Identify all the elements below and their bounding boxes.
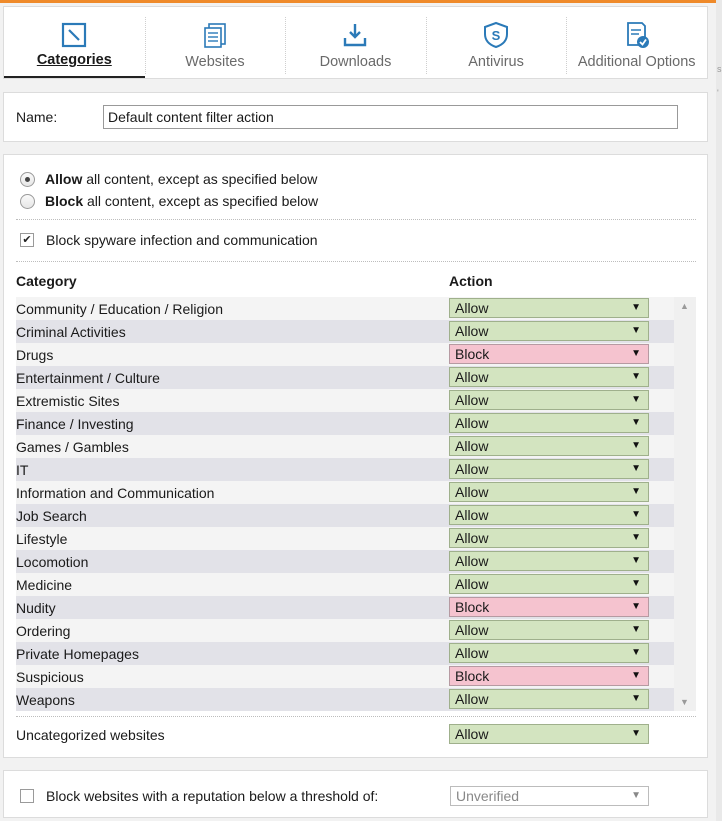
select-value: Allow: [455, 645, 489, 661]
uncategorized-action-select[interactable]: [449, 724, 649, 744]
tab-label: Downloads: [319, 54, 392, 70]
category-name: Medicine: [16, 576, 73, 593]
category-name: Weapons: [16, 691, 75, 708]
action-select[interactable]: [449, 620, 649, 640]
action-select[interactable]: [449, 344, 649, 364]
block-rest: all content, except as specified below: [83, 193, 319, 209]
dropdown-arrow-icon: ▼: [631, 325, 641, 336]
dropdown-arrow-icon: ▼: [631, 693, 641, 704]
dropdown-arrow-icon: ▼: [631, 670, 641, 681]
tab-bar: [3, 6, 708, 79]
action-select[interactable]: [449, 574, 649, 594]
tab-label: Antivirus: [468, 54, 524, 70]
action-select[interactable]: [449, 689, 649, 709]
additional-options-icon: [623, 21, 651, 49]
select-value: Allow: [455, 461, 489, 477]
select-value: Block: [455, 346, 490, 362]
svg-text:S: S: [491, 28, 501, 43]
category-name: Criminal Activities: [16, 323, 126, 340]
table-row: [16, 297, 674, 320]
spyware-checkbox[interactable]: ✔: [20, 233, 34, 247]
select-value: Allow: [455, 726, 489, 742]
action-select[interactable]: [449, 482, 649, 502]
tab-label: Additional Options: [577, 54, 696, 70]
category-name: Private Homepages: [16, 645, 139, 662]
table-row: [16, 619, 674, 642]
action-select[interactable]: [449, 298, 649, 318]
dropdown-arrow-icon: ▼: [631, 463, 641, 474]
uncategorized-label: Uncategorized websites: [16, 727, 165, 743]
category-name: Suspicious: [16, 668, 84, 685]
allow-all-label: [45, 171, 317, 187]
category-name: Lifestyle: [16, 530, 68, 547]
dropdown-arrow-icon: ▼: [631, 348, 641, 359]
select-value: Allow: [455, 415, 489, 431]
category-name: Games / Gambles: [16, 438, 129, 455]
select-value: Allow: [455, 392, 489, 408]
table-row: [16, 504, 674, 527]
select-value: Allow: [455, 622, 489, 638]
action-select[interactable]: [449, 367, 649, 387]
dropdown-arrow-icon: ▼: [631, 624, 641, 635]
category-name: Job Search: [16, 507, 87, 524]
dropdown-arrow-icon: ▼: [631, 578, 641, 589]
table-row: [16, 458, 674, 481]
category-name: Extremistic Sites: [16, 392, 120, 409]
reputation-panel: [3, 770, 708, 818]
table-row: [16, 527, 674, 550]
action-select[interactable]: [449, 505, 649, 525]
name-label: Name:: [16, 109, 58, 125]
divider: [16, 261, 696, 262]
dropdown-arrow-icon: ▼: [631, 486, 641, 497]
tab-additional-options[interactable]: [566, 7, 707, 78]
divider: [16, 716, 696, 717]
select-value: Allow: [455, 369, 489, 385]
select-value: Allow: [455, 576, 489, 592]
action-select[interactable]: [449, 436, 649, 456]
table-scrollbar[interactable]: [674, 297, 696, 711]
table-row: [16, 688, 674, 711]
reputation-threshold-select[interactable]: [450, 786, 649, 806]
dropdown-arrow-icon: ▼: [631, 371, 641, 382]
category-name: IT: [16, 461, 29, 478]
dropdown-arrow-icon: ▼: [631, 509, 641, 520]
content-filter-panel: [3, 154, 708, 758]
dropdown-arrow-icon: ▼: [631, 417, 641, 428]
select-value: Allow: [455, 507, 489, 523]
reputation-option[interactable]: [20, 788, 378, 804]
allow-word: Allow: [45, 171, 83, 187]
dropdown-arrow-icon: ▼: [631, 440, 641, 451]
scroll-up-icon[interactable]: ▲: [680, 301, 689, 311]
table-row: [16, 343, 674, 366]
table-row: [16, 389, 674, 412]
table-row: [16, 665, 674, 688]
table-row: [16, 366, 674, 389]
category-name: Drugs: [16, 346, 54, 363]
dropdown-arrow-icon: ▼: [631, 728, 641, 739]
table-row: [16, 550, 674, 573]
category-name: Entertainment / Culture: [16, 369, 160, 386]
websites-icon: [201, 21, 229, 49]
downloads-icon: [341, 21, 369, 49]
dropdown-arrow-icon: ▼: [631, 555, 641, 566]
dropdown-arrow-icon: ▼: [631, 601, 641, 612]
spyware-label: Block spyware infection and communication: [46, 232, 318, 248]
block-all-radio[interactable]: [20, 194, 35, 209]
select-value: Allow: [455, 691, 489, 707]
dropdown-arrow-icon: ▼: [631, 394, 641, 405]
category-name: Ordering: [16, 622, 71, 639]
name-panel: [3, 92, 708, 142]
reputation-label: Block websites with a reputation below a threshold of:: [46, 788, 379, 804]
scroll-down-icon[interactable]: ▼: [680, 697, 689, 707]
select-value: Allow: [455, 323, 489, 339]
table-row: [16, 642, 674, 665]
action-column-header: Action: [449, 273, 493, 289]
table-row: [16, 320, 674, 343]
tab-label: Categories: [36, 52, 112, 68]
dropdown-arrow-icon: ▼: [631, 790, 641, 801]
dropdown-arrow-icon: ▼: [631, 532, 641, 543]
table-row: [16, 596, 674, 619]
edge-mark: s: [717, 64, 722, 74]
allow-rest: all content, except as specified below: [82, 171, 318, 187]
action-select[interactable]: [449, 551, 649, 571]
select-value: Allow: [455, 553, 489, 569]
name-input[interactable]: [103, 105, 678, 129]
spyware-option[interactable]: [20, 232, 318, 248]
dropdown-arrow-icon: ▼: [631, 302, 641, 313]
table-row: [16, 412, 674, 435]
tab-websites[interactable]: [145, 7, 286, 78]
table-row: [16, 481, 674, 504]
right-edge-strip: [716, 0, 722, 821]
allow-all-radio[interactable]: [20, 172, 35, 187]
select-value: Block: [455, 599, 490, 615]
table-row: [16, 573, 674, 596]
block-all-option[interactable]: [20, 193, 318, 209]
allow-all-option[interactable]: [20, 171, 317, 187]
tab-categories[interactable]: [4, 7, 145, 78]
select-value: Unverified: [456, 788, 520, 804]
category-name: Community / Education / Religion: [16, 300, 223, 317]
edge-mark: ': [717, 88, 719, 98]
select-value: Allow: [455, 438, 489, 454]
action-select[interactable]: [449, 528, 649, 548]
action-select[interactable]: [449, 413, 649, 433]
select-value: Allow: [455, 300, 489, 316]
category-table: [16, 297, 674, 711]
tab-label: Websites: [185, 54, 245, 70]
select-value: Allow: [455, 530, 489, 546]
block-word: Block: [45, 193, 84, 209]
block-all-label: [45, 193, 318, 209]
category-column-header: Category: [16, 273, 77, 289]
category-name: Information and Communication: [16, 484, 215, 501]
action-select[interactable]: [449, 390, 649, 410]
table-row: [16, 435, 674, 458]
category-name: Locomotion: [16, 553, 89, 570]
action-select[interactable]: [449, 666, 649, 686]
divider: [16, 219, 696, 220]
select-value: Block: [455, 668, 490, 684]
antivirus-icon: [482, 21, 510, 49]
tab-antivirus[interactable]: [426, 7, 567, 78]
select-value: Allow: [455, 484, 489, 500]
reputation-checkbox[interactable]: [20, 789, 34, 803]
action-select[interactable]: [449, 643, 649, 663]
dropdown-arrow-icon: ▼: [631, 647, 641, 658]
category-name: Nudity: [16, 599, 56, 616]
tab-downloads[interactable]: [285, 7, 426, 78]
category-name: Finance / Investing: [16, 415, 134, 432]
top-accent-line: [0, 0, 716, 3]
categories-icon: [60, 21, 88, 49]
action-select[interactable]: [449, 321, 649, 341]
action-select[interactable]: [449, 459, 649, 479]
action-select[interactable]: [449, 597, 649, 617]
